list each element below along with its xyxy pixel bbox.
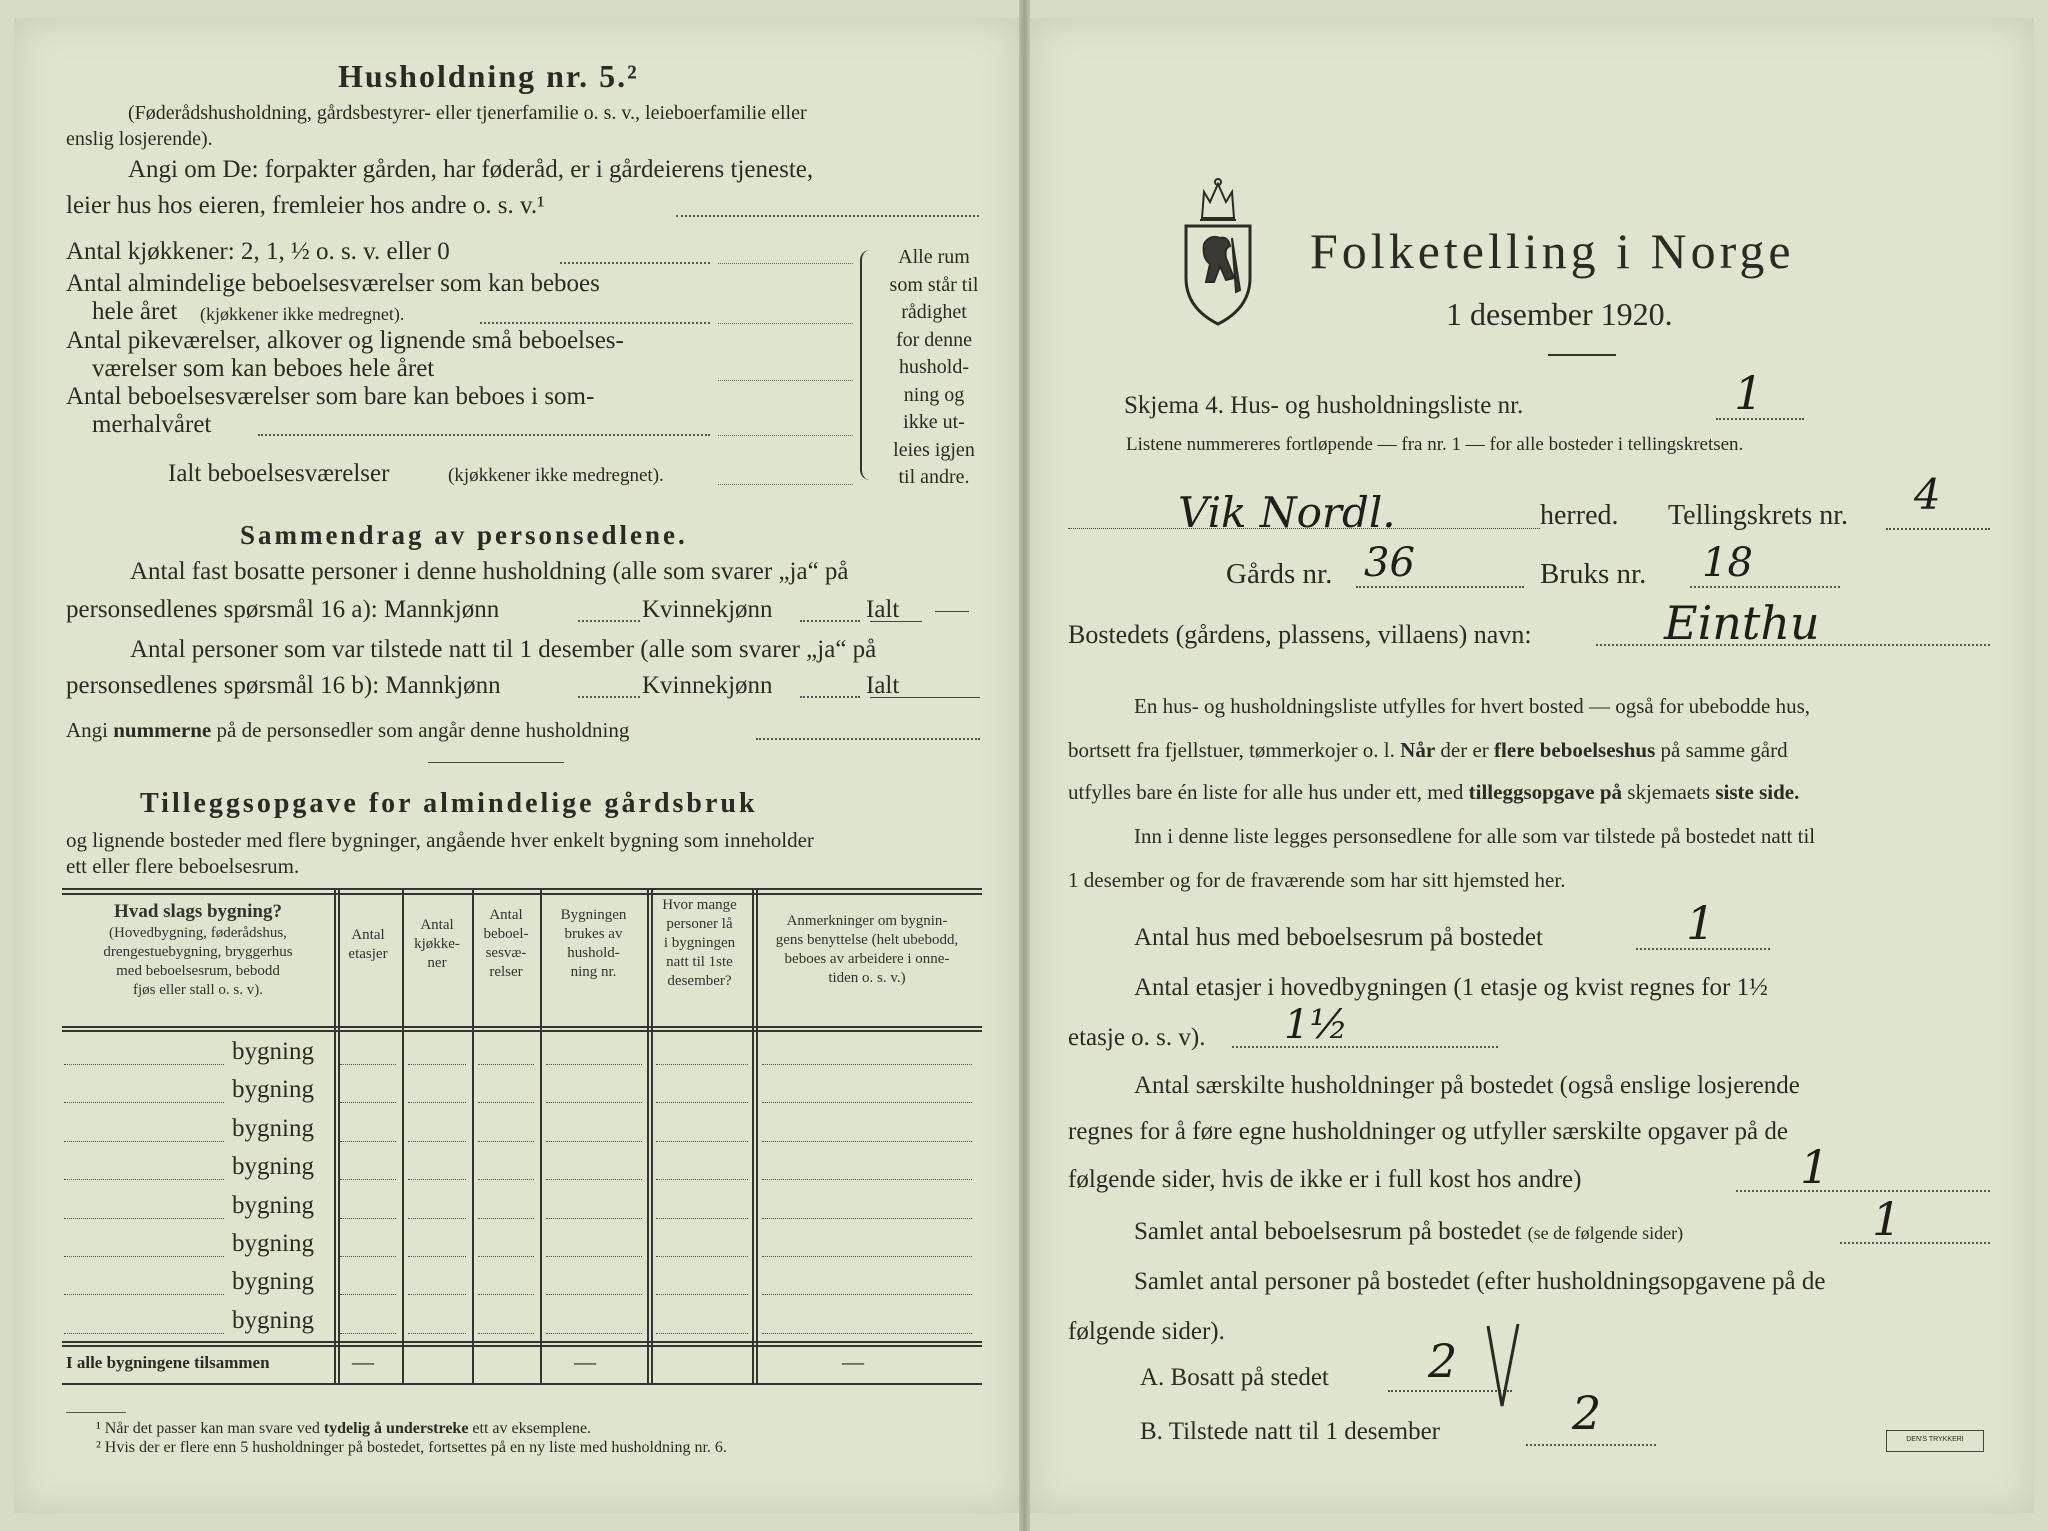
footnote-1 — [96, 1420, 591, 1438]
table-row-cell[interactable] — [408, 1102, 466, 1103]
summer-rooms-dots — [258, 434, 710, 436]
footnote-1-text: ¹ Når det passer kan man svare ved — [96, 1420, 320, 1437]
q-b-label: B. Tilstede natt til 1 desember — [1140, 1418, 1440, 1445]
ordinary-rooms-note: (kjøkkener ikke medregnet). — [200, 304, 405, 324]
bruks-value[interactable]: 18 — [1702, 540, 1753, 586]
numbers-rest: på de personsedler som angår denne husholdning — [216, 718, 630, 742]
header-line: Bygningen — [560, 907, 627, 923]
table-row-cell[interactable] — [546, 1218, 642, 1219]
table-row-label: bygning — [232, 1268, 314, 1296]
summary-b-total-label: Ialt — [866, 672, 900, 699]
summary-title: Sammendrag av personsedlene. — [240, 520, 688, 550]
total-dash-remarks: — — [842, 1349, 864, 1375]
header-line: Hvor mange — [662, 897, 737, 913]
table-header-rule-2 — [62, 1030, 982, 1032]
para1-line-1: En hus- og husholdningsliste utfylles for hvert bosted — også for ubebodde hus, — [1134, 694, 1810, 718]
table-row-cell[interactable] — [478, 1294, 534, 1295]
table-row-type-field[interactable] — [64, 1333, 224, 1334]
q-rum-small: (se de følgende sider) — [1527, 1223, 1684, 1243]
table-row-cell[interactable] — [408, 1141, 466, 1142]
para1-l2-c: der er — [1440, 738, 1489, 762]
table-row-cell[interactable] — [762, 1141, 972, 1142]
side-note-line: ikke ut- — [903, 411, 965, 433]
printer-stamp — [1886, 1430, 1984, 1452]
table-column-rule — [472, 888, 474, 1385]
table-row-cell[interactable] — [656, 1256, 748, 1257]
maid-rooms-label-2: værelser som kan beboes hele året — [92, 355, 435, 382]
table-row-cell[interactable] — [546, 1179, 642, 1180]
summary-a-female-label: Kvinnekjønn — [642, 596, 773, 623]
schema-number-line — [1716, 418, 1804, 420]
table-row-cell[interactable] — [762, 1064, 972, 1065]
table-row-label: bygning — [232, 1076, 314, 1104]
q-pers-line-2: følgende sider). — [1068, 1318, 1225, 1345]
rooms-brace — [860, 250, 876, 480]
q-b-line — [1526, 1444, 1656, 1446]
summer-rooms-answer-line[interactable] — [718, 435, 853, 436]
q-a-value[interactable]: 2 — [1428, 1334, 1458, 1388]
q-b-value[interactable]: 2 — [1572, 1386, 1602, 1440]
table-row-cell[interactable] — [762, 1333, 972, 1334]
side-note-line: for denne — [895, 328, 973, 351]
norway-coat-of-arms-icon — [1180, 178, 1256, 328]
para1-line-2 — [1068, 738, 1788, 763]
header-line: Antal — [489, 907, 523, 923]
schema-number-value[interactable]: 1 — [1734, 366, 1764, 420]
q-hus-line — [1636, 948, 1770, 950]
table-row-label: bygning — [232, 1230, 314, 1257]
table-header-building-type — [66, 902, 330, 1000]
table-row-cell[interactable] — [656, 1064, 748, 1065]
building-table — [62, 888, 982, 1393]
summary-b-total-field[interactable] — [870, 697, 980, 698]
table-row-cell[interactable] — [340, 1294, 396, 1295]
table-row-cell[interactable] — [340, 1333, 396, 1334]
q-hush-value[interactable]: 1 — [1800, 1140, 1830, 1194]
q-hush-line — [1736, 1190, 1990, 1192]
herred-label: herred. — [1540, 500, 1619, 531]
table-row-cell[interactable] — [340, 1218, 396, 1219]
table-header-col4 — [544, 906, 643, 982]
table-row-label: bygning — [232, 1191, 314, 1219]
table-column-rule — [752, 888, 754, 1385]
center-fold — [1019, 0, 1030, 1531]
table-row-label: bygning — [232, 1038, 314, 1065]
maid-rooms-answer-line[interactable] — [718, 380, 853, 381]
summary-a-total-field[interactable] — [870, 621, 922, 622]
table-row-cell[interactable] — [762, 1218, 972, 1219]
header-line: etasjer — [348, 946, 388, 962]
table-header-col5 — [651, 896, 748, 991]
header-line: med beboelsesrum, bebodd — [116, 963, 280, 979]
rooms-side-note — [878, 244, 990, 492]
summary-a-line-2: personsedlenes spørsmål 16 a): Mannkjønn — [66, 596, 500, 623]
table-row-cell[interactable] — [478, 1064, 534, 1065]
para2-line-2: 1 desember og for de fraværende som har sitt hjemsted her. — [1068, 868, 1566, 892]
table-header-col2 — [406, 916, 468, 973]
para1-l2-d: flere beboelseshus — [1494, 738, 1656, 762]
table-row-cell[interactable] — [340, 1179, 396, 1180]
footnote-1-bold: tydelig å understreke — [323, 1420, 469, 1437]
household-title: Husholdning nr. 5.² — [338, 58, 639, 94]
bruks-line — [1690, 586, 1840, 588]
header-line: brukes av — [564, 926, 623, 942]
table-row-type-field[interactable] — [64, 1102, 224, 1103]
census-date: 1 desember 1920. — [1446, 296, 1673, 332]
table-header-rule — [62, 1026, 982, 1028]
numbers-answer-line[interactable] — [756, 738, 980, 740]
table-row-cell[interactable] — [408, 1179, 466, 1180]
side-note-line: hushold- — [899, 356, 969, 378]
summary-a-total-label: Ialt — [866, 596, 900, 623]
ask-line-2: leier hus hos eieren, fremleier hos andre o. s. v.¹ — [66, 192, 545, 219]
herred-value[interactable]: Vik Nordl. — [1178, 488, 1396, 537]
header-line: gens benyttelse (helt ubebodd, — [775, 932, 959, 948]
table-row-cell[interactable] — [478, 1256, 534, 1257]
para1-l2-e: på samme gård — [1660, 738, 1788, 762]
header-line: Antal — [420, 917, 454, 933]
herred-line — [1068, 528, 1540, 529]
summary-b-female-field[interactable] — [800, 696, 860, 698]
table-row-cell[interactable] — [546, 1064, 642, 1065]
side-note-line: leies igjen — [893, 438, 975, 461]
table-row-cell[interactable] — [656, 1218, 748, 1219]
q-hush-line-3: følgende sider, hvis de ikke er i full kost hos andre) — [1068, 1166, 1582, 1193]
kitchens-answer-line[interactable] — [718, 263, 853, 264]
table-row-type-field[interactable] — [64, 1218, 224, 1219]
header-line: natt til 1ste — [666, 954, 733, 970]
table-row-cell[interactable] — [546, 1294, 642, 1295]
table-row-cell[interactable] — [656, 1333, 748, 1334]
total-rooms-answer-line[interactable] — [718, 484, 853, 485]
footnote-2: ² Hvis der er flere enn 5 husholdninger på bostedet, fortsettes på en ny liste med husholdning nr. 6. — [96, 1439, 727, 1456]
table-row-type-field[interactable] — [64, 1064, 224, 1065]
bosted-value[interactable]: Einthu — [1664, 596, 1820, 650]
table-row-cell[interactable] — [762, 1256, 972, 1257]
numbers-line — [66, 718, 629, 743]
table-row-cell[interactable] — [408, 1256, 466, 1257]
q-hush-line-2: regnes for å føre egne husholdninger og utfyller særskilte opgaver på de — [1068, 1118, 1788, 1145]
total-dash-household: — — [574, 1349, 596, 1375]
header-line: (Hovedbygning, føderådshus, — [109, 925, 287, 941]
table-row-cell[interactable] — [656, 1294, 748, 1295]
side-note-line: til andre. — [898, 466, 970, 488]
addendum-line-1: og lignende bosteder med flere bygninger, angående hver enkelt bygning som inneholder — [66, 828, 814, 852]
total-rooms-note: (kjøkkener ikke medregnet). — [448, 465, 664, 486]
table-total-label: I alle bygningene tilsammen — [66, 1353, 270, 1373]
table-top-rule-2 — [62, 893, 982, 895]
table-row-cell[interactable] — [340, 1064, 396, 1065]
table-top-rule — [62, 888, 982, 890]
table-total-rule-2 — [62, 1345, 982, 1347]
header-line: personer lå — [666, 916, 733, 932]
maid-rooms-label-1: Antal pikeværelser, alkover og lignende små beboelses- — [66, 327, 624, 354]
table-row-cell[interactable] — [546, 1333, 642, 1334]
kitchens-label: Antal kjøkkener: 2, 1, ½ o. s. v. eller 0 — [66, 238, 450, 265]
para1-l3-b: tilleggsopgave på — [1468, 780, 1623, 804]
side-note-line: ning og — [903, 383, 965, 406]
summary-a-female-field[interactable] — [800, 620, 860, 622]
q-a-label: A. Bosatt på stedet — [1140, 1364, 1329, 1391]
summary-b-line-2: personsedlenes spørsmål 16 b): Mannkjønn — [66, 672, 501, 699]
q-etasjer-value[interactable]: 1½ — [1284, 1002, 1349, 1048]
header-line: beboes av arbeidere i onne- — [784, 951, 950, 967]
header-line: tiden o. s. v.) — [828, 970, 906, 986]
table-row-cell[interactable] — [762, 1102, 972, 1103]
bosted-label: Bostedets (gårdens, plassens, villaens) navn: — [1068, 620, 1532, 649]
check-mark-icon — [1484, 1320, 1524, 1410]
title-divider — [1548, 354, 1616, 356]
krets-line — [1886, 528, 1990, 530]
q-hus-label: Antal hus med beboelsesrum på bostedet — [1134, 924, 1543, 951]
ordinary-rooms-label-1: Antal almindelige beboelsesværelser som kan beboes — [66, 270, 600, 297]
q-hus-value[interactable]: 1 — [1686, 896, 1716, 950]
table-row-cell[interactable] — [408, 1064, 466, 1065]
q-rum-label — [1134, 1218, 1683, 1246]
gards-label: Gårds nr. — [1226, 558, 1333, 590]
header-line: i bygningen — [663, 935, 736, 951]
intro-line-2: enslig losjerende). — [66, 128, 213, 150]
q-etasjer-line-1: Antal etasjer i hovedbygningen (1 etasje og kvist regnes for 1½ — [1134, 974, 1768, 1001]
table-column-rule — [647, 888, 649, 1385]
table-row-cell[interactable] — [478, 1102, 534, 1103]
ask-line-1: Angi om De: forpakter gården, har føderåd, er i gårdeierens tjeneste, — [128, 156, 814, 183]
table-row-cell[interactable] — [762, 1294, 972, 1295]
table-row-type-field[interactable] — [64, 1179, 224, 1180]
ask-answer-line[interactable] — [676, 215, 979, 217]
table-row-cell[interactable] — [340, 1141, 396, 1142]
summary-divider — [428, 762, 564, 763]
total-dash-etasjer: — — [352, 1349, 374, 1375]
bosted-line — [1596, 644, 1990, 646]
q-hush-line-1: Antal særskilte husholdninger på bostedet (også enslige losjerende — [1134, 1072, 1800, 1099]
numbers-bold: nummerne — [113, 718, 212, 742]
table-row-cell[interactable] — [340, 1102, 396, 1103]
table-row-type-field[interactable] — [64, 1256, 224, 1257]
table-header-col6 — [756, 912, 978, 988]
q-etasjer-line-2: etasje o. s. v). — [1068, 1024, 1206, 1051]
header-line: Anmerkninger om bygnin- — [786, 913, 948, 929]
table-row-cell[interactable] — [762, 1179, 972, 1180]
numbers-prefix: Angi — [66, 718, 108, 742]
footnote-1-rest: ett av eksemplene. — [472, 1420, 592, 1437]
gards-value[interactable]: 36 — [1364, 540, 1415, 586]
table-row-label: bygning — [232, 1153, 314, 1181]
header-line: fjøs eller stall o. s. v). — [133, 982, 263, 998]
table-row-cell[interactable] — [546, 1102, 642, 1103]
table-row-cell[interactable] — [478, 1179, 534, 1180]
table-row-cell[interactable] — [478, 1141, 534, 1142]
q-rum-text: Samlet antal beboelsesrum på bostedet — [1134, 1218, 1522, 1245]
addendum-line-2: ett eller flere beboelsesrum. — [66, 854, 300, 878]
summary-b-female-label: Kvinnekjønn — [642, 672, 773, 699]
q-etasjer-line — [1232, 1046, 1498, 1048]
summer-rooms-label-1: Antal beboelsesværelser som bare kan beboes i som- — [66, 383, 595, 410]
table-row-cell[interactable] — [656, 1179, 748, 1180]
bruks-label: Bruks nr. — [1540, 558, 1647, 590]
numbering-note: Listene nummereres fortløpende — fra nr. 1 — for alle bosteder i tellingskretsen. — [1126, 434, 1744, 455]
summer-rooms-label-2: merhalvåret — [92, 411, 212, 438]
side-note-line: som står til — [889, 273, 979, 296]
header-title: Hvad slags bygning? — [114, 901, 282, 922]
summary-a-line-1: Antal fast bosatte personer i denne husholdning (alle som svarer „ja“ på — [130, 558, 849, 585]
summary-a-male-field[interactable] — [578, 620, 640, 622]
table-row-cell[interactable] — [656, 1141, 748, 1142]
table-column-rule — [402, 888, 404, 1385]
table-bottom-rule — [62, 1383, 982, 1385]
ordinary-rooms-dots — [480, 322, 710, 324]
intro-line-1: (Føderådshusholdning, gårdsbestyrer- eller tjenerfamilie o. s. v., leieboerfamilie eller — [128, 102, 807, 124]
summary-a-total-dash — [935, 611, 969, 612]
table-row-cell[interactable] — [408, 1294, 466, 1295]
table-row-cell[interactable] — [408, 1218, 466, 1219]
header-line: desember? — [667, 973, 732, 989]
table-row-cell[interactable] — [478, 1333, 534, 1334]
ordinary-rooms-answer-line[interactable] — [718, 323, 853, 324]
para1-l3-d: siste side. — [1715, 780, 1800, 804]
table-row-cell[interactable] — [408, 1333, 466, 1334]
krets-value[interactable]: 4 — [1914, 470, 1941, 519]
table-row-cell[interactable] — [478, 1218, 534, 1219]
header-line: ning nr. — [570, 964, 617, 980]
q-rum-value[interactable]: 1 — [1872, 1192, 1902, 1246]
kitchens-dots — [560, 262, 710, 264]
table-row-cell[interactable] — [340, 1256, 396, 1257]
table-header-col1 — [338, 926, 398, 964]
header-line: drengestuebygning, bryggerhus — [103, 944, 293, 960]
para2-line-1: Inn i denne liste legges personsedlene for alle som var tilstede på bostedet natt til — [1134, 824, 1816, 848]
gards-line — [1356, 586, 1524, 588]
schema-label: Skjema 4. Hus- og husholdningsliste nr. — [1124, 392, 1524, 419]
table-row-label: bygning — [232, 1306, 314, 1334]
table-row-label: bygning — [232, 1114, 314, 1142]
table-row-cell[interactable] — [656, 1102, 748, 1103]
q-pers-line-1: Samlet antal personer på bostedet (efter husholdningsopgavene på de — [1134, 1268, 1826, 1295]
table-header-col3 — [476, 906, 536, 982]
table-row-type-field[interactable] — [64, 1294, 224, 1295]
para1-line-3 — [1068, 780, 1799, 805]
header-line: ner — [427, 955, 447, 971]
header-line: Antal — [351, 927, 385, 943]
table-row-cell[interactable] — [546, 1256, 642, 1257]
header-line: sesvæ- — [485, 945, 527, 961]
q-rum-line — [1840, 1242, 1990, 1244]
footnote-rule — [66, 1412, 126, 1413]
summary-b-line-1: Antal personer som var tilstede natt til 1 desember (alle som svarer „ja“ på — [130, 636, 877, 663]
summary-b-male-field[interactable] — [578, 696, 640, 698]
side-note-line: Alle rum — [898, 246, 970, 268]
header-line: relser — [489, 964, 523, 980]
printer-stamp-text: DEN'S TRYKKERI — [1906, 1436, 1964, 1443]
table-row-type-field[interactable] — [64, 1141, 224, 1142]
table-column-rule — [540, 888, 542, 1385]
header-line: beboel- — [483, 926, 529, 942]
para1-l3-a: utfylles bare én liste for alle hus under ett, med — [1068, 780, 1464, 804]
ordinary-rooms-label-2: hele året — [92, 298, 178, 325]
table-total-rule — [62, 1341, 982, 1343]
para1-l3-c: skjemaets — [1627, 780, 1711, 804]
header-line: hushold- — [567, 945, 620, 961]
census-title: Folketelling i Norge — [1310, 223, 1795, 279]
para1-l2-b: Når — [1400, 738, 1436, 762]
para1-l2-a: bortsett fra fjellstuer, tømmerkojer o. l. — [1068, 738, 1395, 762]
krets-label: Tellingskrets nr. — [1668, 500, 1849, 531]
header-line: kjøkke- — [414, 936, 460, 952]
table-row-cell[interactable] — [546, 1141, 642, 1142]
table-column-rule — [334, 888, 336, 1385]
addendum-title: Tilleggsopgave for almindelige gårdsbruk — [140, 788, 758, 819]
side-note-line: rådighet — [901, 301, 967, 323]
total-rooms-label: Ialt beboelsesværelser — [168, 460, 390, 487]
